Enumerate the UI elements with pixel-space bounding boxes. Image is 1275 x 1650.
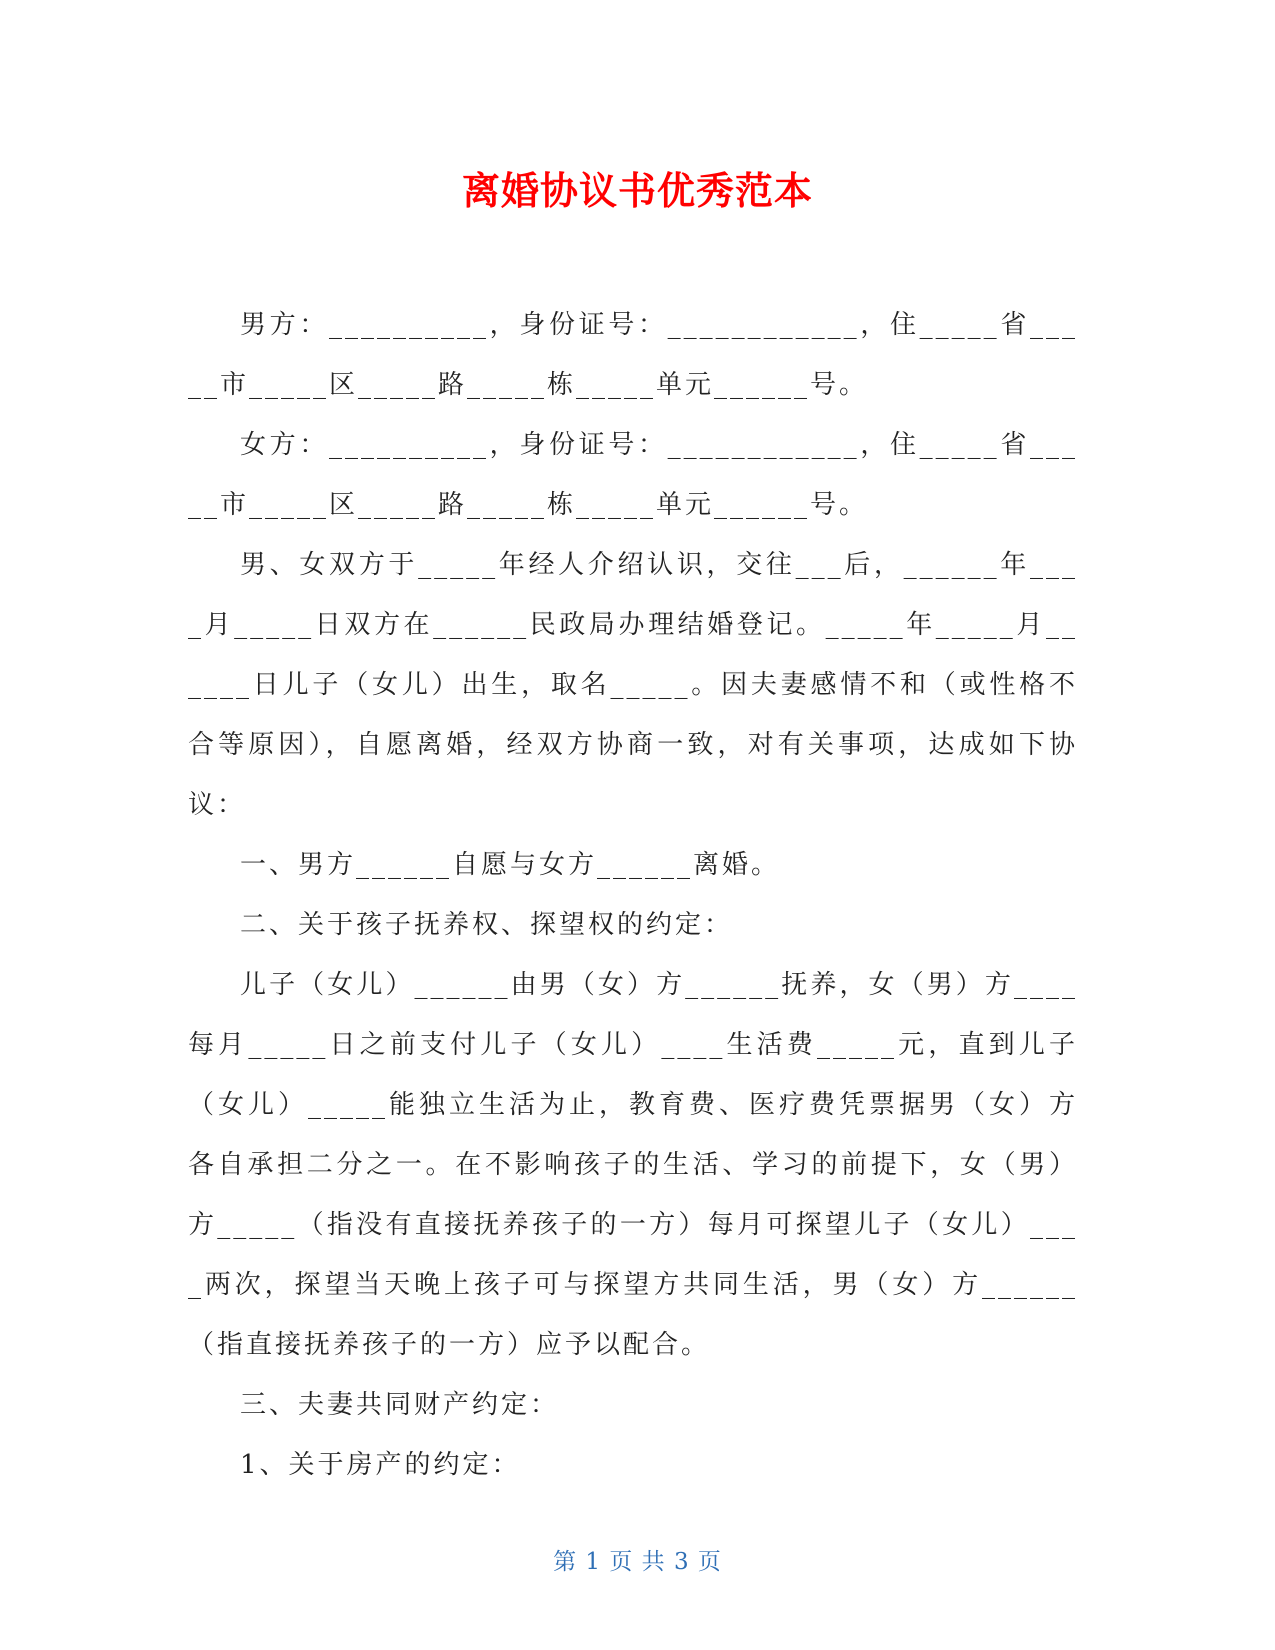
paragraph-clause-1: 一、男方______自愿与女方______离婚。 (240, 850, 781, 880)
paragraph-female-party: 女方：__________，身份证号：____________，住_____省_____市_____区_____路_____栋_____单元______号。 (188, 430, 1078, 520)
paragraph-background: 男、女双方于_____年经人介绍认识，交往___后，______年____月_____日双方在______民政局办理结婚登记。_____年_____月______日儿子（女儿）出生，取名_____。因夫妻感情不和（或性格不合等原因），自愿离婚，经双方协商一致，对有关事项，达成如下协议： (188, 550, 1078, 820)
paragraph-male-party: 男方：__________，身份证号：____________，住_____省_____市_____区_____路_____栋_____单元______号。 (188, 310, 1078, 400)
document-title: 离婚协议书优秀范本 (461, 169, 813, 213)
paragraph-property-heading: 1、关于房产的约定： (240, 1450, 521, 1480)
paragraph-clause-3-heading: 三、夫妻共同财产约定： (240, 1390, 560, 1420)
document-body (188, 295, 1078, 1495)
page-number-footer: 第 1 页 共 3 页 (553, 1549, 722, 1575)
paragraph-clause-2-heading: 二、关于孩子抚养权、探望权的约定： (240, 910, 734, 940)
paragraph-custody: 儿子（女儿）______由男（女）方______抚养，女（男）方____每月_____日之前支付儿子（女儿）____生活费_____元，直到儿子（女儿）_____能独立生活为止，教育费、医疗费凭票据男（女）方各自承担二分之一。在不影响孩子的生活、学习的前提下，女（男）方_____（指没有直接抚养孩子的一方）每月可探望儿子（女儿）____两次，探望当天晚上孩子可与探望方共同生活，男（女）方______（指直接抚养孩子的一方）应予以配合。 (188, 970, 1078, 1360)
